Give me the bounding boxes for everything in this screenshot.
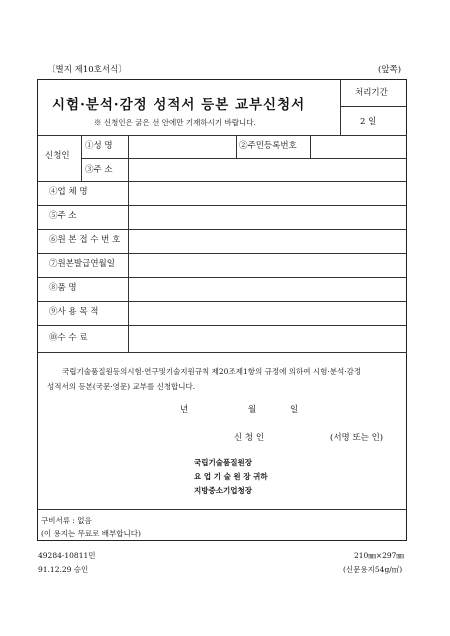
applicant-address-input[interactable]: [130, 160, 405, 179]
company-name-input[interactable]: [130, 183, 405, 203]
signature-label: (서명 또는 인): [330, 433, 384, 443]
applicant-address-label: ③주 소: [85, 165, 113, 175]
processing-period-value: 2 일: [360, 117, 377, 127]
form-number: 〔별지 제10호서식〕: [47, 65, 127, 75]
original-receipt-number-input[interactable]: [130, 231, 405, 251]
applicant-label: 신청인: [45, 151, 70, 161]
company-name-label: ④업 체 명: [49, 187, 88, 197]
processing-period-label: 처리기간: [355, 88, 388, 98]
original-issue-date-label: ⑦원본발급연월일: [49, 259, 115, 269]
name-label: ①성 명: [85, 141, 113, 151]
approval-date: 91.12.29 승인: [38, 565, 89, 574]
item-name-input[interactable]: [130, 279, 405, 299]
notice-text: ※ 신청인은 굵은 선 안에만 기재하시기 바랍니다.: [94, 118, 256, 127]
recipient-line-2: 요 업 기 술 원 장 귀하: [194, 472, 268, 481]
date-month-label: 월: [248, 405, 257, 415]
company-address-input[interactable]: [130, 207, 405, 227]
item-name-label: ⑧품 명: [49, 283, 77, 293]
original-issue-date-input[interactable]: [130, 255, 405, 275]
form-approval-number: 49284-10811민: [38, 551, 96, 560]
fee-input[interactable]: [130, 327, 405, 350]
recipient-line-1: 국립기술품질원장: [194, 458, 252, 467]
date-year-label: 년: [180, 405, 189, 415]
statement-line-1: 국립기술품질원등의시험·연구및기술지원규칙 제20조제1항의 규정에 의하여 시험·분석·감정: [62, 367, 362, 376]
required-documents: 구비서류 : 없음: [41, 516, 92, 525]
purpose-input[interactable]: [130, 303, 405, 323]
applicant-sign-label: 신 청 인: [234, 433, 265, 443]
paper-size: 210㎜×297㎜: [354, 551, 404, 560]
recipient-line-3: 지방중소기업청장: [194, 486, 252, 495]
form-title: 시험·분석·감정 성적서 등본 교부신청서: [52, 97, 306, 113]
page-side-label: (앞쪽): [378, 65, 402, 75]
statement-line-2: 성적서의 등본(국문·영문) 교부를 신청합니다.: [47, 382, 196, 391]
rrn-label: ②주민등록번호: [239, 141, 297, 151]
free-distribution-note: (이 용지는 무료로 배부합니다): [41, 529, 141, 538]
application-form: [37, 79, 407, 541]
fee-label: ⑩수 수 료: [49, 333, 88, 343]
company-address-label: ⑤주 소: [49, 211, 77, 221]
paper-type: (신문용지54g/㎡): [343, 565, 403, 574]
rrn-input[interactable]: [312, 137, 405, 156]
date-day-label: 일: [290, 405, 299, 415]
original-receipt-number-label: ⑥원 본 접 수 번 호: [49, 235, 121, 245]
purpose-label: ⑨사 용 목 적: [49, 307, 99, 317]
name-input[interactable]: [130, 137, 234, 156]
